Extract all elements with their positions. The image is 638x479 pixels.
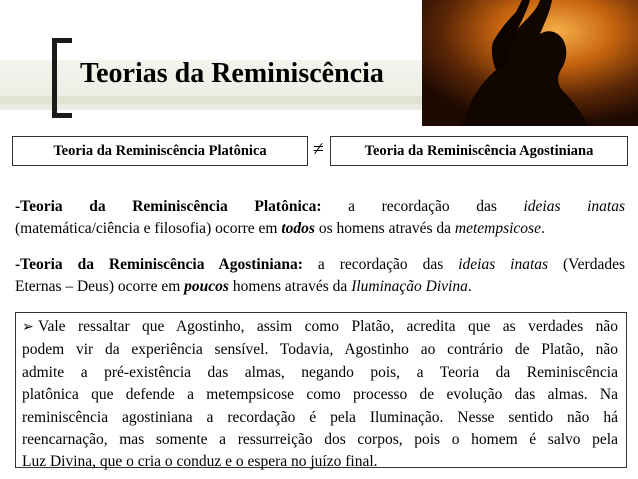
note-line: podem vir da experiência sensível. Todavia, Agostinho ao contrário de Platão, não [22,341,618,359]
praying-silhouette-image [422,0,638,126]
platonic-theory-box: Teoria da Reminiscência Platônica [12,136,308,166]
augustinian-lead: -Teoria da Reminiscência Agostiniana: [15,256,303,273]
note-line: reminiscência agostiniana a recordação é pela Iluminação. Nesse sentido não há [22,408,618,426]
note-line: ➢ Vale ressaltar que Agostinho, assim como Platão, acredita que as verdades não [22,316,618,339]
note-box [15,312,627,471]
note-line: platônica que defende a metempsicose como processo de evolução das almas. Na [22,386,618,404]
page-title: Teorias da Reminiscência [80,58,384,89]
augustinian-theory-box: Teoria da Reminiscência Agostiniana [330,136,628,166]
platonic-paragraph: -Teoria da Reminiscência Platônica: a recordação das ideias inatas (matemática/ciência e filosofia) ocorre em todos os homens através da metempsicose. [15,198,626,237]
augustinian-paragraph: -Teoria da Reminiscência Agostiniana: a recordação das ideias inatas (Verdades Eternas – Deus) ocorre em poucos homens através da Iluminação Divina. [15,256,625,295]
platonic-lead: -Teoria da Reminiscência Platônica: [15,198,322,215]
arrow-icon: ➢ [22,320,34,335]
note-line: Luz Divina, que o cria o conduz e o espera no juízo final. [22,453,378,471]
note-line: reencarnação, mas somente a ressurreição dos corpos, pois o homem é salvo pela [22,431,618,449]
bracket-decoration [52,38,72,118]
note-line: admite a pré-existência das almas, negando pois, a Teoria da Reminiscência [22,363,618,381]
not-equal-symbol: ≠ [313,138,324,160]
